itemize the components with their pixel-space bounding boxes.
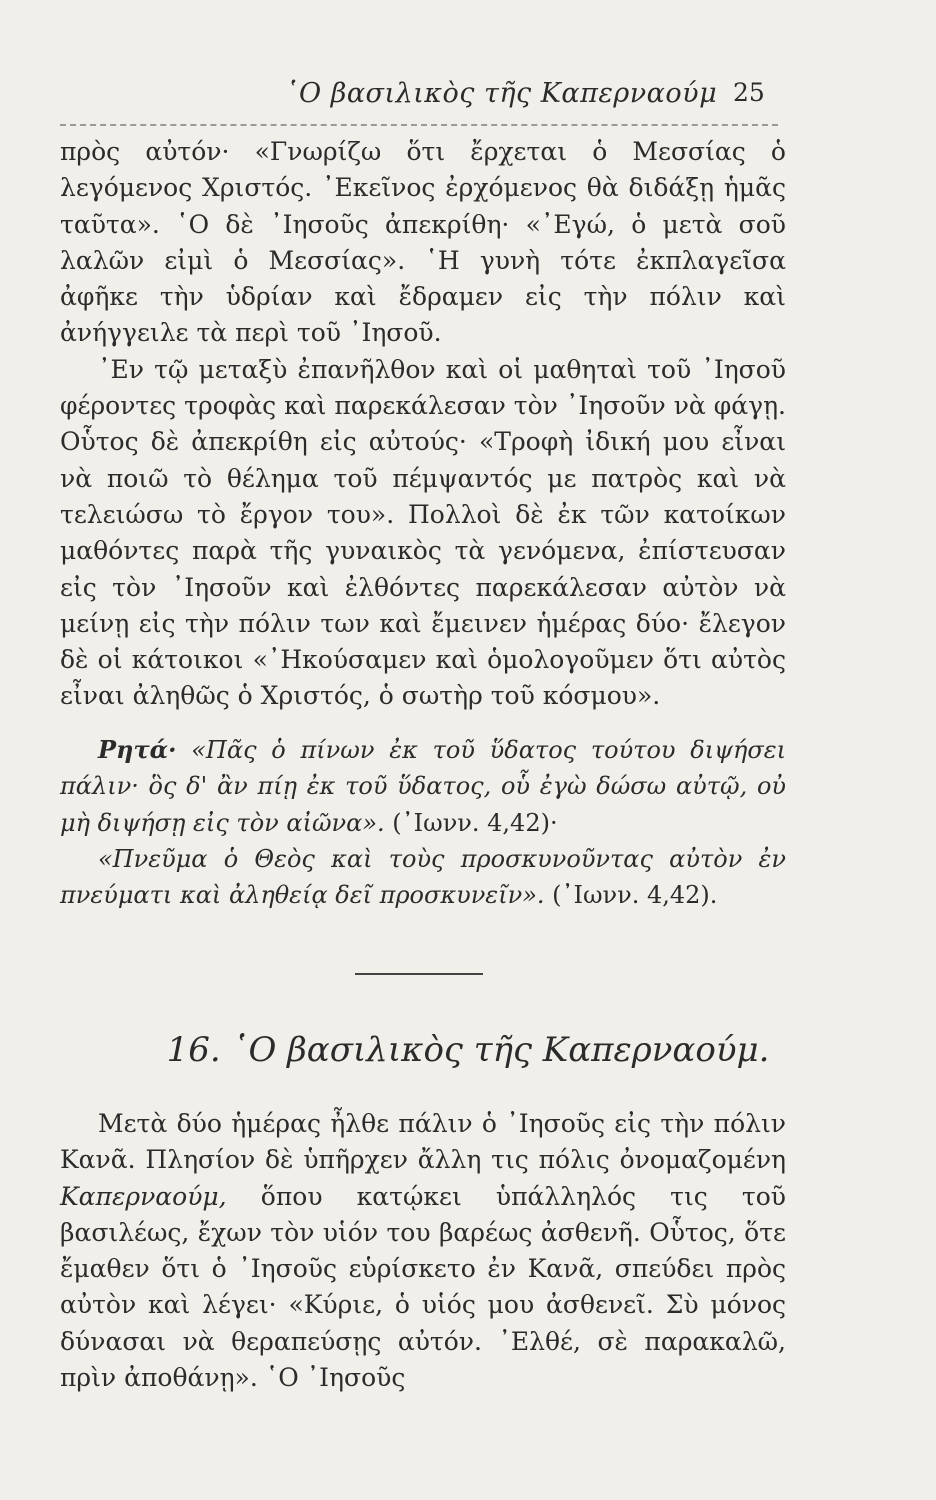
verse-2 <box>60 841 786 914</box>
chapter-paragraph <box>60 1106 786 1396</box>
paragraph-2: ᾿Εν τῷ μεταξὺ ἐπανῆλθον καὶ οἱ μαθηταὶ τοῦ ᾿Ιησοῦ φέροντες τροφὰς καὶ παρεκάλεσαν τὸν ᾿Ιησοῦν νὰ φάγῃ. Οὗτος δὲ ἀπεκρίθη εἰς αὐτούς· «Τροφὴ ἰδική μου εἶναι νὰ ποιῶ τὸ θέλημα τοῦ πέμψαντός με πατρὸς καὶ νὰ τελειώσω τὸ ἔργον του». Πολλοὶ δὲ ἐκ τῶν κατοίκων μαθόντες παρὰ τῆς γυναικὸς τὰ γενόμενα, ἐπίστευσαν εἰς τὸν ᾿Ιησοῦν καὶ ἐλθόντες παρεκάλεσαν αὐτὸν νὰ μείνῃ εἰς τὴν πόλιν των καὶ ἔμεινεν ἡμέρας δύο· ἔλεγον δὲ οἱ κάτοικοι «᾿Ηκούσαμεν καὶ ὁμολογοῦμεν ὅτι αὐτὸς εἶναι ἀληθῶς ὁ Χριστός, ὁ σωτὴρ τοῦ κόσμου». <box>60 354 786 711</box>
verse-1 <box>60 732 786 841</box>
paragraph-1: πρὸς αὐτόν· «Γνωρίζω ὅτι ἔρχεται ὁ Μεσσίας ὁ λεγόμενος Χριστός. ᾿Εκεῖνος ἐρχόμενος θὰ διδάξῃ ἡμᾶς ταῦτα». ῾Ο δὲ ᾿Ιησοῦς ἀπεκρίθη· «᾿Εγώ, ὁ μετὰ σοῦ λαλῶν εἰμὶ ὁ Μεσσίας». ῾Η γυνὴ τότε ἐκπλαγεῖσα ἀφῆκε τὴν ὑδρίαν καὶ ἔδραμεν εἰς τὴν πόλιν καὶ ἀνήγγειλε τὰ περὶ τοῦ ᾿Ιησοῦ. <box>60 137 786 348</box>
chapter-heading: 16. ῾Ο βασιλικὸς τῆς Καπερναούμ. <box>166 1030 770 1070</box>
chapter-text <box>60 1106 786 1396</box>
verse-2-text: «Πνεῦμα ὁ Θεὸς καὶ τοὺς προσκυνοῦντας αὐτὸν ἐν πνεύματι καὶ ἀληθείᾳ δεῖ προσκυνεῖν». <box>60 844 786 910</box>
verse-1-text: «Πᾶς ὁ πίνων ἐκ τοῦ ὕδατος τούτου διψήσει πάλιν· ὃς δ' ἂν πίῃ ἐκ τοῦ ὕδατος, οὗ ἐγὼ δώσω αὐτῷ, οὐ μὴ διψήσῃ εἰς τὸν αἰῶνα». <box>60 736 786 837</box>
text-block-continuation <box>60 134 786 715</box>
place-name-italic: Καπερναούμ, <box>60 1181 227 1211</box>
running-title: ῾Ο βασιλικὸς τῆς Καπερναούμ <box>285 78 718 109</box>
page-number: 25 <box>733 78 765 107</box>
section-divider <box>355 973 483 975</box>
running-head <box>0 78 936 118</box>
verse-2-reference: (᾿Ιωνν. 4,42). <box>552 881 718 910</box>
scripture-quotes <box>60 732 786 913</box>
header-rule <box>60 124 778 127</box>
chapter-paragraph-start: Μετὰ δύο ἡμέρας ἦλθε πάλιν ὁ ᾿Ιησοῦς εἰς τὴν πόλιν Κανᾶ. Πλησίον δὲ ὑπῆρχεν ἄλλη τις πόλις ὀνομαζομένη <box>60 1109 786 1175</box>
verse-1-reference: (᾿Ιωνν. 4,42)· <box>392 808 558 837</box>
verse-label: Ρητά· <box>98 735 177 764</box>
chapter-paragraph-end: ὅπου κατῴκει ὑπάλληλός τις τοῦ βασιλέως, ἔχων τὸν υἱόν του βαρέως ἀσθενῆ. Οὗτος, ὅτε ἔμαθεν ὅτι ὁ ᾿Ιησοῦς εὑρίσκετο ἐν Κανᾶ, σπεύδει πρὸς αὐτὸν καὶ λέγει· «Κύριε, ὁ υἱός μου ἀσθενεῖ. Σὺ μόνος δύνασαι νὰ θεραπεύσῃς αὐτόν. ᾿Ελθέ, σὲ παρακαλῶ, πρὶν ἀποθάνῃ». ῾Ο ᾿Ιησοῦς <box>60 1181 786 1393</box>
